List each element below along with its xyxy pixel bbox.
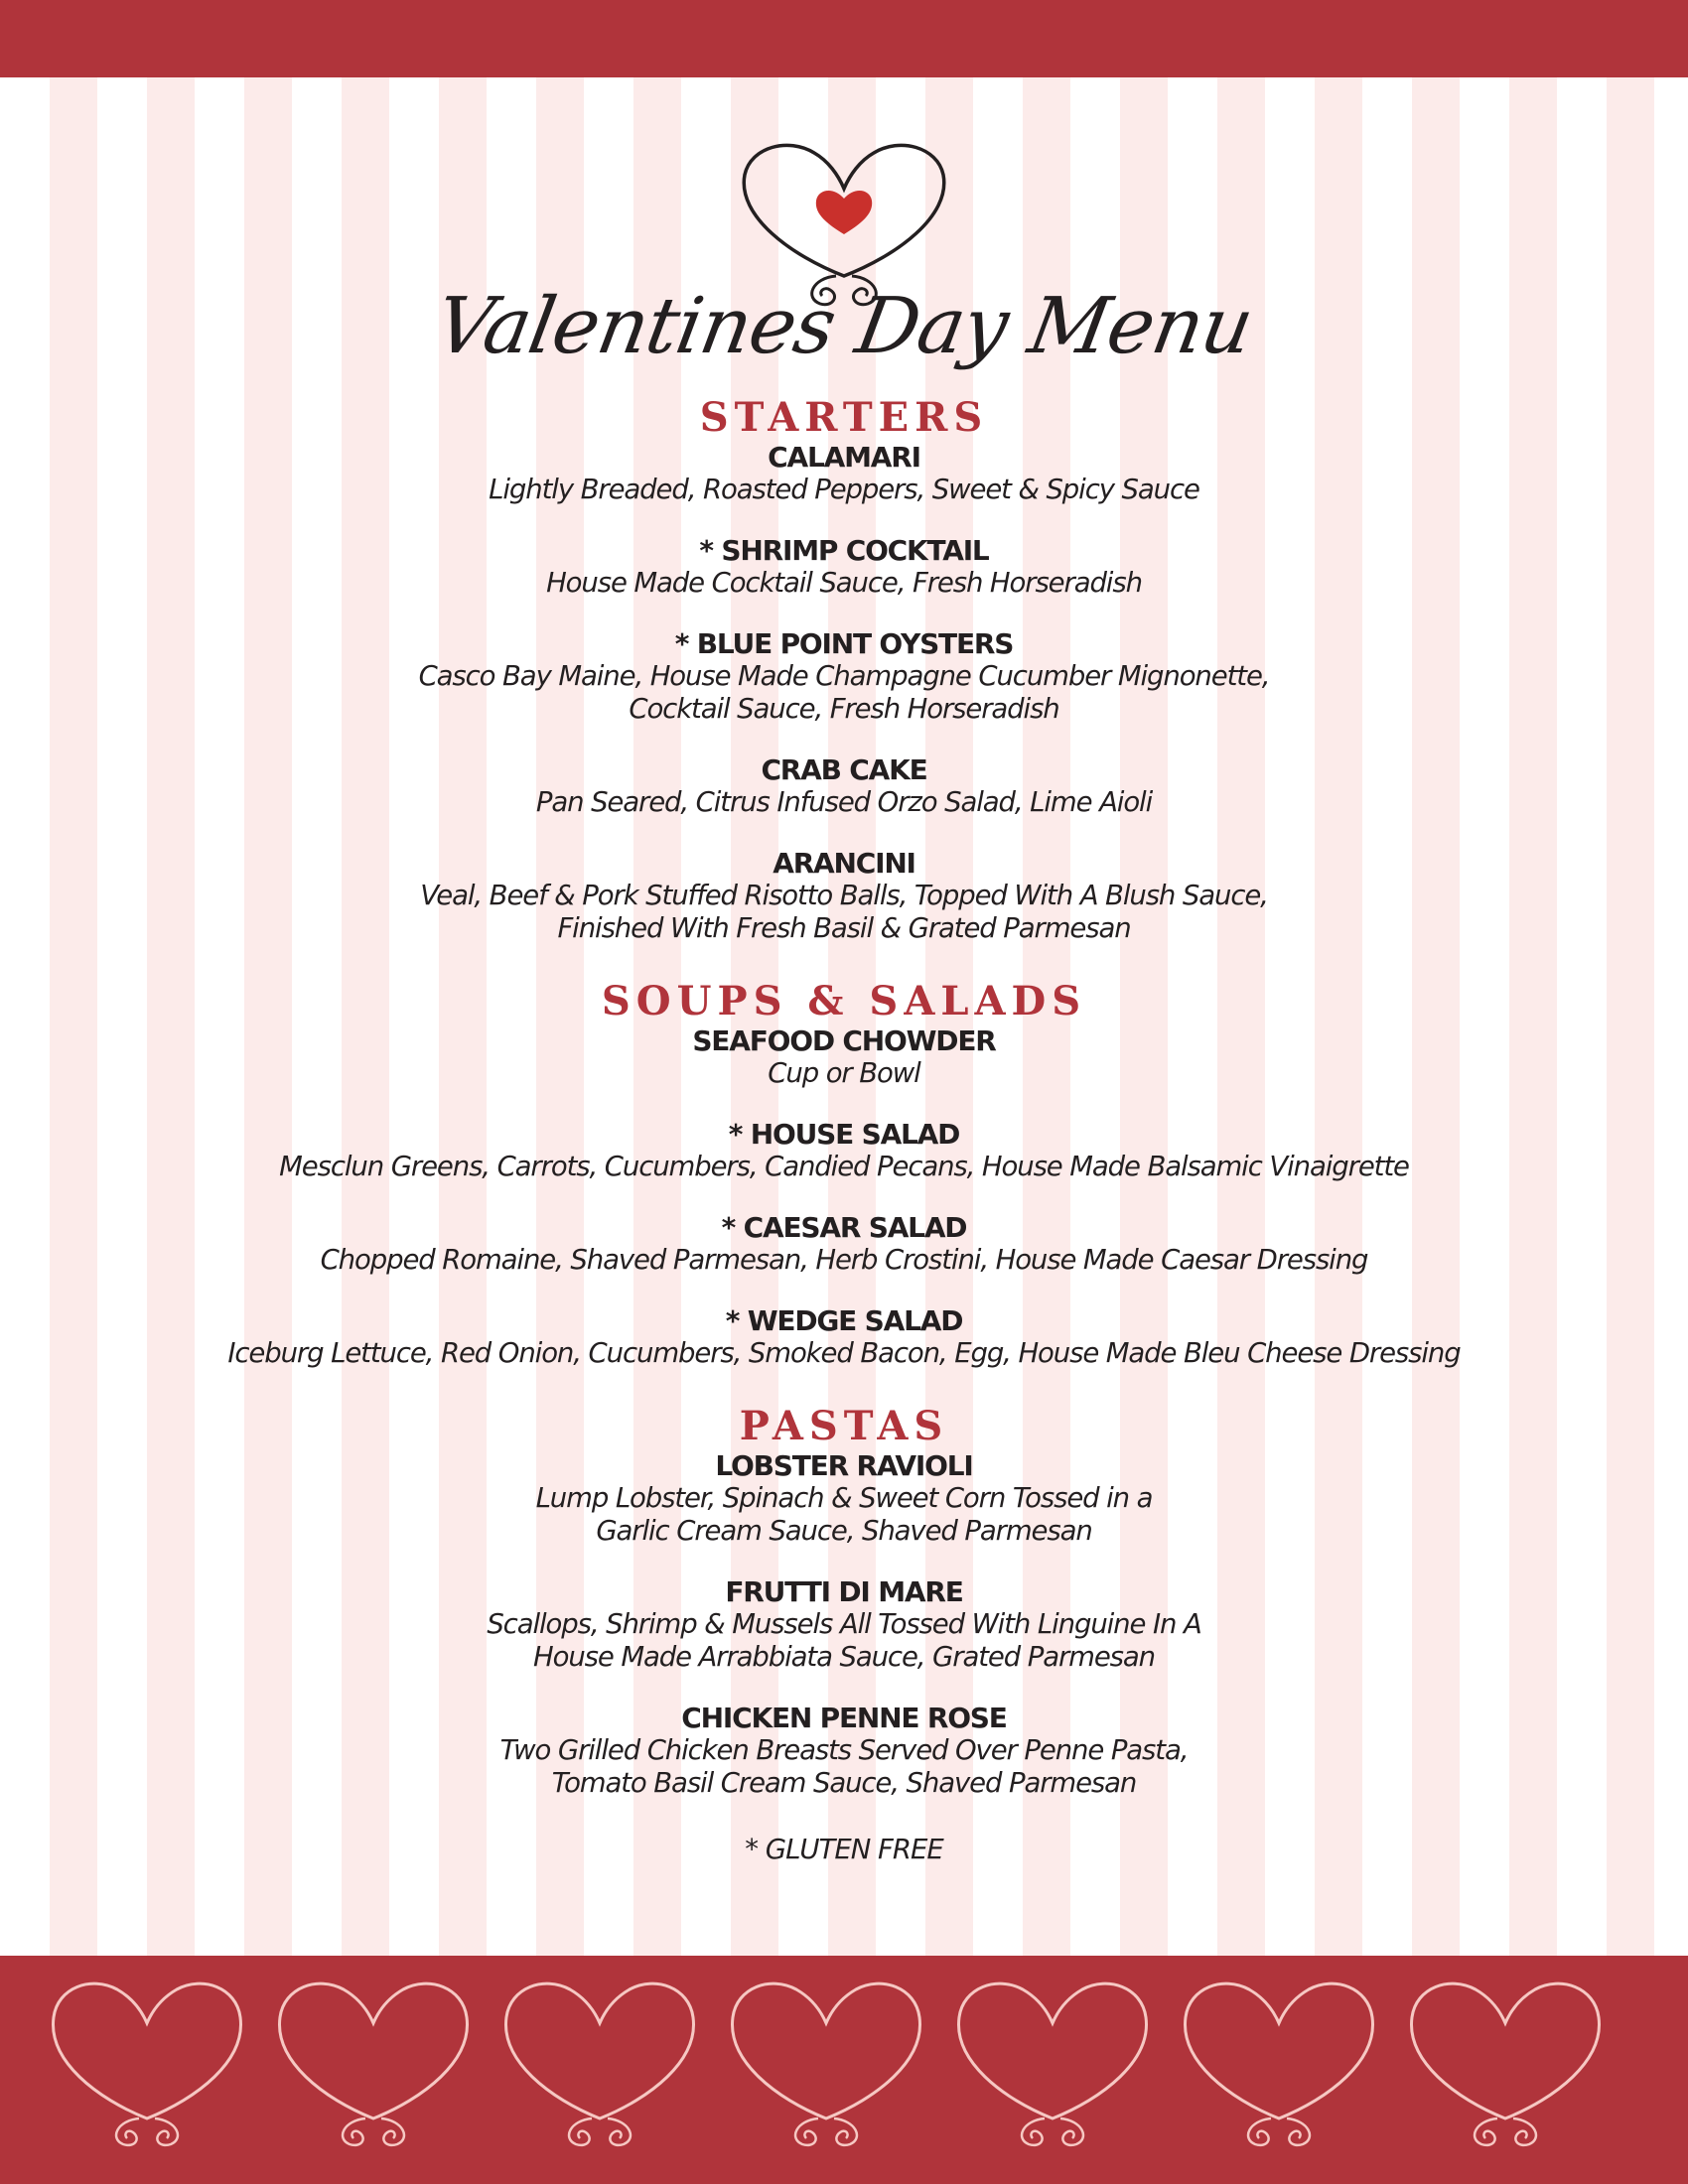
- heart-outline-icon: [54, 1983, 241, 2145]
- menu-item: [0, 534, 1688, 600]
- top-band: [0, 0, 1688, 77]
- menu-item-description: Iceburg Lettuce, Red Onion, Cucumbers, Smoked Bacon, Egg, House Made Bleu Cheese Dressing: [227, 1337, 1461, 1369]
- heart-outline-icon: [1186, 1983, 1373, 2145]
- menu-item-name: CHICKEN PENNE ROSE: [681, 1702, 1007, 1734]
- menu-item-name: * HOUSE SALAD: [728, 1118, 960, 1151]
- bottom-band: [0, 1956, 1688, 2184]
- heart-outline-icon: [280, 1983, 468, 2145]
- menu-item-name: * BLUE POINT OYSTERS: [674, 627, 1014, 660]
- menu-section: [0, 395, 1688, 945]
- menu-item: [0, 1449, 1688, 1548]
- menu-item-description: House Made Cocktail Sauce, Fresh Horseradish: [546, 567, 1142, 599]
- heart-outline-icon: [959, 1983, 1147, 2145]
- menu-item: [0, 1024, 1688, 1090]
- menu-item-name: * SHRIMP COCKTAIL: [699, 534, 989, 567]
- menu-item-description: Two Grilled Chicken Breasts Served Over Penne Pasta, Tomato Basil Cream Sauce, Shaved Parmesan: [499, 1734, 1189, 1799]
- menu-item: [0, 1304, 1688, 1370]
- menu-item-description: Mesclun Greens, Carrots, Cucumbers, Candied Pecans, House Made Balsamic Vinaigrette: [279, 1151, 1409, 1182]
- menu-body: [0, 395, 1688, 1866]
- menu-item: [0, 847, 1688, 945]
- gluten-free-note: * GLUTEN FREE: [745, 1834, 943, 1865]
- menu-section: [0, 1404, 1688, 1800]
- menu-item-description: Chopped Romaine, Shaved Parmesan, Herb Crostini, House Made Caesar Dressing: [320, 1244, 1368, 1276]
- menu-item-name: * WEDGE SALAD: [725, 1304, 963, 1337]
- section-title: STARTERS: [699, 394, 989, 441]
- menu-item: [0, 753, 1688, 819]
- menu-item: [0, 627, 1688, 726]
- menu-item-name: CALAMARI: [768, 441, 920, 474]
- menu-item-name: LOBSTER RAVIOLI: [715, 1449, 973, 1482]
- heart-outline-icon: [733, 1983, 920, 2145]
- footer-hearts: [0, 1956, 1688, 2184]
- menu-title-text: Valentines Day Menu: [429, 282, 1259, 371]
- menu-item-description: Scallops, Shrimp & Mussels All Tossed With Linguine In A House Made Arrabbiata Sauce, Grated Parmesan: [487, 1608, 1201, 1673]
- menu-item-description: Pan Seared, Citrus Infused Orzo Salad, Lime Aioli: [535, 786, 1153, 818]
- menu-item: [0, 1118, 1688, 1183]
- menu-title: [0, 282, 1688, 391]
- menu-item-name: CRAB CAKE: [761, 753, 927, 786]
- menu-item-name: * CAESAR SALAD: [721, 1211, 967, 1244]
- section-title: SOUPS & SALADS: [601, 978, 1087, 1024]
- menu-item-description: Lightly Breaded, Roasted Peppers, Sweet & Spicy Sauce: [489, 474, 1199, 505]
- menu-item-name: ARANCINI: [773, 847, 915, 880]
- menu-item-description: Veal, Beef & Pork Stuffed Risotto Balls, Topped With A Blush Sauce, Finished With Fresh Basil & Grated Parmesan: [420, 880, 1268, 944]
- menu-item-name: FRUTTI DI MARE: [725, 1575, 963, 1608]
- menu-item: [0, 441, 1688, 506]
- menu-item: [0, 1575, 1688, 1674]
- menu-section: [0, 979, 1688, 1370]
- menu-item-description: Cup or Bowl: [768, 1057, 920, 1089]
- menu-item-name: SEAFOOD CHOWDER: [692, 1024, 996, 1057]
- heart-outline-icon: [1412, 1983, 1600, 2145]
- menu-item: [0, 1211, 1688, 1277]
- menu-item-description: Lump Lobster, Spinach & Sweet Corn Tossed in a Garlic Cream Sauce, Shaved Parmesan: [535, 1482, 1153, 1547]
- menu-item: [0, 1702, 1688, 1800]
- section-title: PASTAS: [739, 1403, 949, 1449]
- heart-outline-icon: [506, 1983, 694, 2145]
- menu-item-description: Casco Bay Maine, House Made Champagne Cucumber Mignonette, Cocktail Sauce, Fresh Horseradish: [418, 660, 1270, 725]
